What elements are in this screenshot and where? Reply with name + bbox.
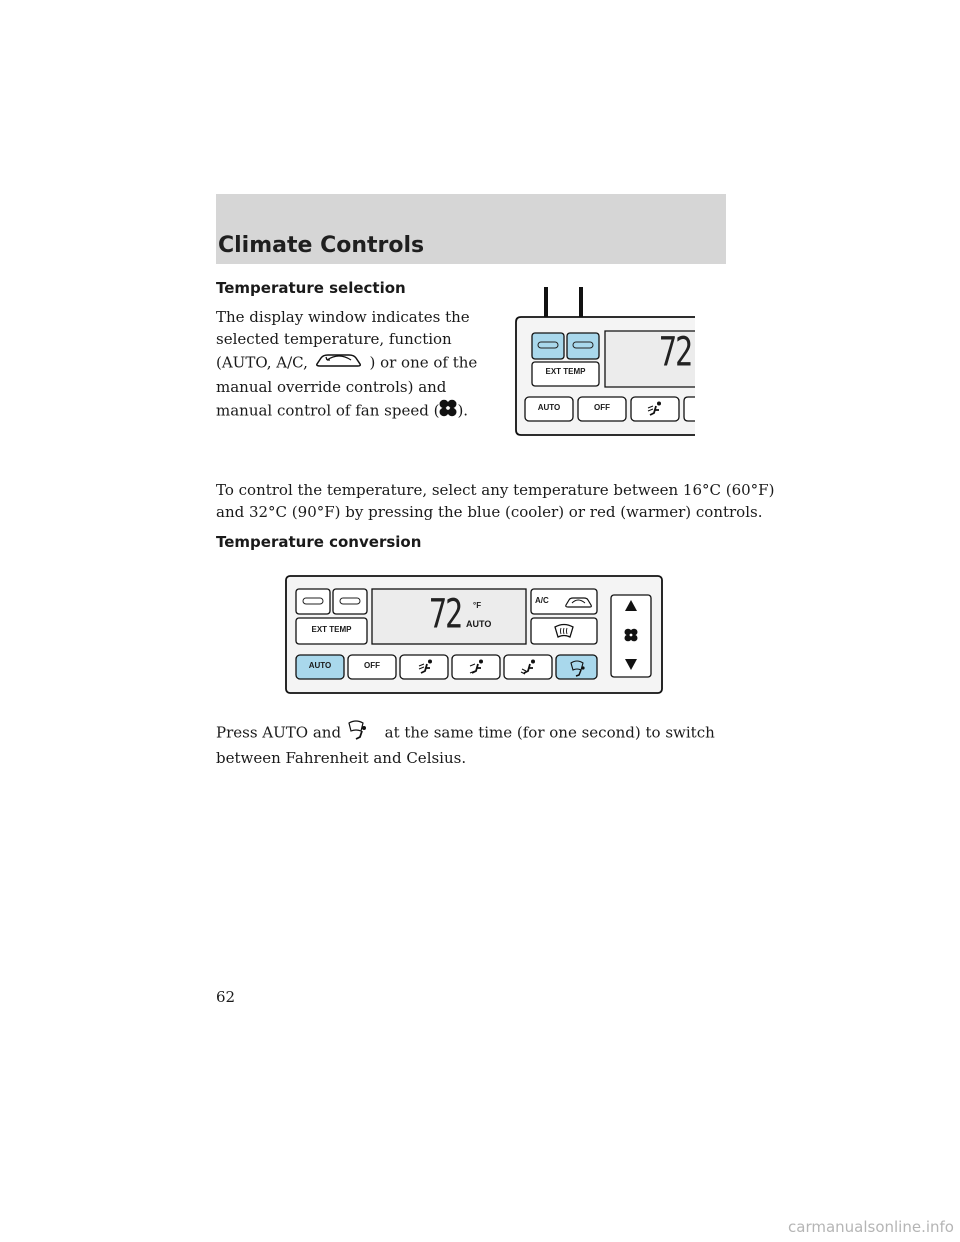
page-title: Climate Controls: [218, 233, 425, 258]
page-number: 62: [216, 988, 236, 1006]
section1-line4: manual override controls) and: [216, 377, 447, 396]
section1-text: [216, 307, 477, 425]
section1-line5b: ).: [457, 401, 469, 420]
display-temperature: 72: [659, 328, 692, 377]
recirculation-car-icon: [313, 350, 365, 377]
paragraph-temperature-range: [216, 480, 774, 523]
watermark: carmanualsonline.info: [788, 1218, 954, 1236]
ext-temp-label: EXT TEMP: [311, 625, 352, 634]
ext-temp-label: EXT TEMP: [545, 367, 586, 376]
section1-line3a: (AUTO, A/C,: [216, 353, 308, 372]
display-mode: AUTO: [466, 619, 492, 629]
paragraph3-line1: [216, 719, 715, 748]
display-temperature: 72: [429, 590, 462, 639]
off-label: OFF: [594, 403, 610, 412]
auto-label: AUTO: [537, 403, 561, 412]
section-heading-temperature-conversion: Temperature conversion: [216, 533, 422, 551]
paragraph3-line2: between Fahrenheit and Celsius.: [216, 748, 467, 767]
fan-icon: [439, 398, 457, 425]
floor-defrost-icon: [346, 719, 380, 748]
section1-line3b: ) or one of the: [369, 353, 478, 372]
section-heading-temperature-selection: Temperature selection: [216, 279, 406, 297]
ac-label: A/C: [535, 596, 549, 605]
section1-line3: [216, 350, 477, 377]
section1-line2: selected temperature, function: [216, 329, 452, 348]
auto-label: AUTO: [308, 661, 332, 670]
climate-panel-figure-1: [505, 287, 705, 439]
section1-line5a: manual control of fan speed (: [216, 401, 440, 420]
paragraph3-line1b: at the same time (for one second) to switch: [384, 723, 715, 742]
off-label: OFF: [364, 661, 380, 670]
section1-line1: The display window indicates the: [216, 308, 470, 326]
paragraph2-line1: To control the temperature, select any temperature between 16°C (60°F): [216, 481, 775, 499]
display-unit: °F: [473, 601, 482, 610]
paragraph-conversion-instructions: [216, 719, 715, 769]
climate-panel-figure-2: [285, 575, 665, 695]
paragraph3-line1a: Press AUTO and: [216, 723, 342, 742]
paragraph2-line2: and 32°C (90°F) by pressing the blue (cooler) or red (warmer) controls.: [216, 502, 763, 521]
section1-line5: [216, 398, 477, 425]
